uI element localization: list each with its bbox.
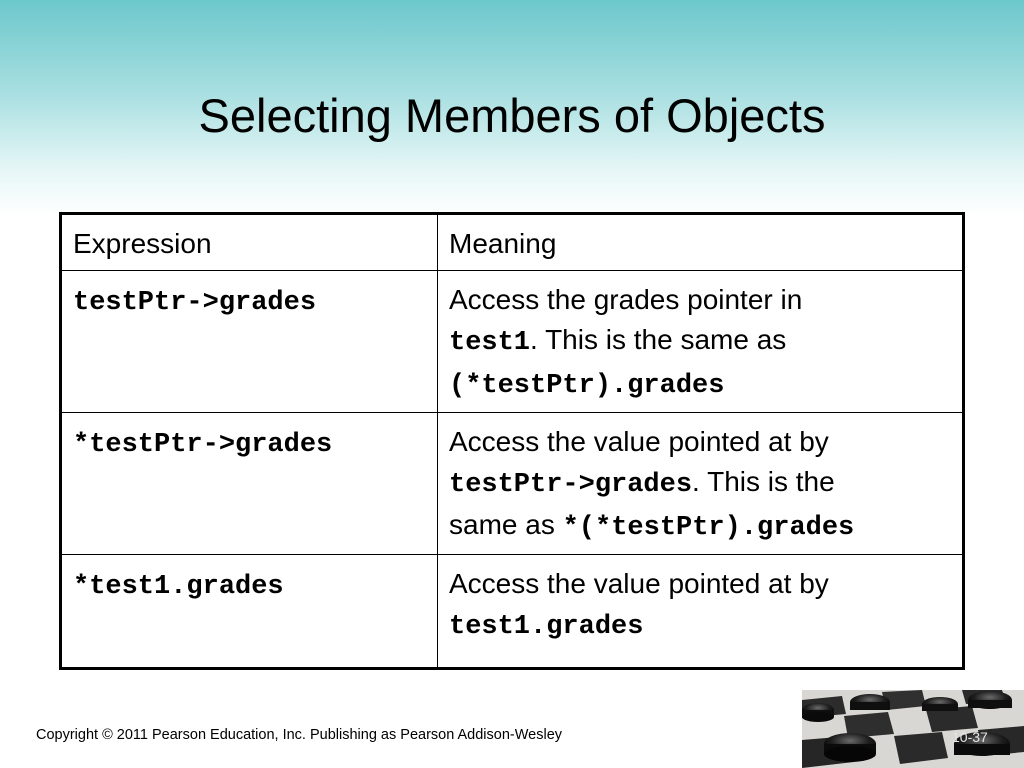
meaning-text: . This is the same as [530, 324, 787, 355]
checkers-board-image [802, 690, 1024, 768]
expression-code: *testPtr->grades [73, 430, 333, 460]
expressions-table [59, 212, 965, 670]
meaning-code: test1.grades [449, 612, 644, 642]
meaning-text: . This is the [692, 466, 835, 497]
expression-cell [61, 271, 438, 413]
meaning-text: same as [449, 509, 555, 540]
checker-piece-icon [802, 703, 834, 722]
table-row [61, 413, 964, 555]
header-expression: Expression [61, 214, 438, 271]
header-meaning: Meaning [438, 214, 964, 271]
meaning-text: Access the value pointed at by [449, 568, 829, 599]
checkers-illustration [802, 690, 1024, 768]
meaning-cell [438, 413, 964, 555]
page-number: 10-37 [952, 729, 988, 745]
table-row [61, 555, 964, 669]
expression-cell [61, 413, 438, 555]
meaning-code: *(*testPtr).grades [562, 513, 855, 543]
meaning-code: (*testPtr).grades [449, 371, 725, 401]
meaning-cell [438, 271, 964, 413]
meaning-text: Access the value pointed at by [449, 426, 829, 457]
meaning-cell [438, 555, 964, 669]
slide-title: Selecting Members of Objects [198, 89, 826, 142]
expression-cell [61, 555, 438, 669]
table-header-row [61, 214, 964, 271]
table-row [61, 271, 964, 413]
meaning-code: test1 [449, 328, 531, 358]
meaning-text: Access the grades pointer in [449, 284, 803, 315]
expression-code: *test1.grades [73, 572, 284, 602]
expression-code: testPtr->grades [73, 288, 317, 318]
copyright-footer: Copyright © 2011 Pearson Education, Inc. Publishing as Pearson Addison-Wesley [36, 727, 563, 743]
meaning-code: testPtr->grades [449, 470, 693, 500]
